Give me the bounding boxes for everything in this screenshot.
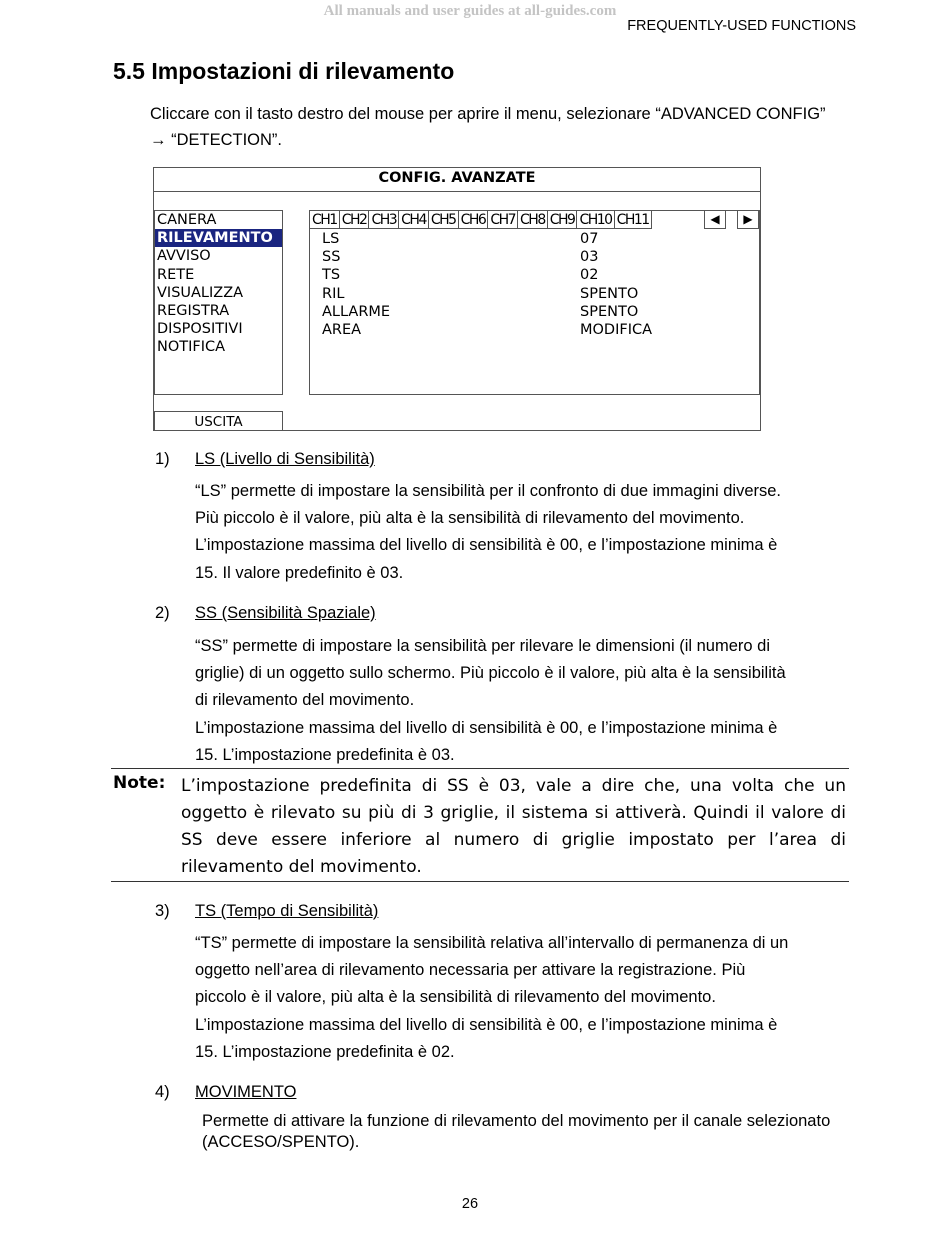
channel-tabs [310,211,652,229]
setting-row-area[interactable] [322,321,652,339]
item-title-ts: TS (Tempo di Sensibilità) [195,902,379,920]
tab-ch2[interactable]: CH2 [340,211,370,229]
item-number: 4) [155,1083,170,1101]
setting-value: 02 [580,267,599,284]
tab-ch6[interactable]: CH6 [459,211,489,229]
sidebar-item-rete[interactable]: RETE [157,266,195,283]
text-line: 15. L’impostazione predefinita è 02. [195,1042,455,1061]
running-header: FREQUENTLY-USED FUNCTIONS [627,18,856,34]
text-line: “SS” permette di impostare la sensibilità per rilevare le dimensioni (il numero di [195,637,770,655]
tab-ch8[interactable]: CH8 [518,211,548,229]
tab-ch1[interactable]: CH1 [310,211,340,229]
setting-label: AREA [322,321,362,338]
config-sidebar [154,210,283,395]
item-number: 3) [155,902,170,920]
tab-ch10[interactable]: CH10 [577,211,614,229]
intro-paragraph: Cliccare con il tasto destro del mouse per aprire il menu, selezionare “ADVANCED CONFIG” → “DETECTION”. [150,105,826,149]
sidebar-item-avviso[interactable]: AVVISO [157,248,211,265]
text-line: Più piccolo è il valore, più alta è la sensibilità di rilevamento del movimento. [195,509,745,528]
setting-row-ts[interactable] [322,266,652,284]
text-line: 15. Il valore predefinito è 03. [195,563,404,582]
tab-ch11[interactable]: CH11 [615,211,652,229]
text-line: griglie) di un oggetto sullo schermo. Più piccolo è il valore, più alta è la sensibilità [195,664,786,683]
sidebar-item-rilevamento[interactable]: RILEVAMENTO [155,229,282,247]
text-line: “LS” permette di impostare la sensibilità per il confronto di due immagini diverse. [195,482,782,500]
text-line: piccolo è il valore, più alta è la sensibilità di rilevamento del movimento. [195,988,716,1007]
page-number: 26 [461,1196,479,1212]
setting-row-ls[interactable] [322,230,652,248]
item-number: 1) [155,450,170,468]
watermark: All manuals and user guides at all-guides.com [323,3,617,19]
text-line: L’impostazione massima del livello di sensibilità è 00, e l’impostazione minima è [195,718,778,737]
item-title-movimento: MOVIMENTO [195,1083,297,1101]
arrow-left-icon[interactable]: ◀ [704,211,726,229]
sidebar-item-registra[interactable]: REGISTRA [157,302,230,319]
detection-panel [309,210,760,395]
section-title: 5.5 Impostazioni di rilevamento [113,58,455,84]
setting-value: 07 [580,231,599,247]
setting-value: MODIFICA [580,321,653,338]
note-rule-bottom [111,881,849,882]
setting-label: LS [322,231,340,247]
arrow-right-icon[interactable]: ▶ [737,211,759,229]
item-number: 2) [155,604,170,622]
sidebar-item-notifica[interactable]: NOTIFICA [157,339,226,356]
setting-row-ss[interactable] [322,248,652,266]
setting-label: RIL [322,285,345,302]
tab-ch7[interactable]: CH7 [488,211,518,229]
item-title-ls: LS (Livello di Sensibilità) [195,450,375,468]
text-line: L’impostazione massima del livello di sensibilità è 00, e l’impostazione minima è [195,1015,778,1034]
sidebar-item-dispositivi[interactable]: DISPOSITIVI [157,321,243,338]
note-label: Note: [113,773,166,793]
item-body-ls [195,478,855,587]
text-line: di rilevamento del movimento. [195,691,415,710]
setting-row-ril[interactable] [322,285,652,303]
text-line: oggetto nell’area di rilevamento necessaria per attivare la registrazione. Più [195,961,746,980]
text-line: 15. L’impostazione predefinita è 03. [195,745,455,764]
text-line: “TS” permette di impostare la sensibilità relativa all’intervallo di permanenza di un [195,934,789,952]
item-body-movimento: Permette di attivare la funzione di rilevamento del movimento per il canale selezionato (ACCESO/SPENTO). [202,1112,831,1151]
note-text: L’impostazione predefinita di SS è 03, vale a dire che, una volta che un oggetto è rilevato su più di 3 griglie, il sistema si attiverà. Quindi il valore di SS deve essere inferiore al numero di griglie impostato per l’area di rilevamento del movimento. [181,776,846,877]
tab-ch3[interactable]: CH3 [369,211,399,229]
exit-button[interactable]: USCITA [154,411,283,430]
note-rule-top [111,768,849,769]
item-title-ss: SS (Sensibilità Spaziale) [195,604,376,622]
tab-ch5[interactable]: CH5 [429,211,459,229]
advanced-config-menu [153,167,761,431]
config-title: CONFIG. AVANZATE [378,170,536,186]
setting-label: ALLARME [322,303,391,320]
text-line: L’impostazione massima del livello di sensibilità è 00, e l’impostazione minima è [195,536,778,555]
settings-list [322,230,652,339]
setting-value: SPENTO [580,285,639,302]
tab-ch9[interactable]: CH9 [548,211,578,229]
setting-label: TS [322,267,341,284]
setting-value: SPENTO [580,303,639,320]
setting-value: 03 [580,249,599,266]
sidebar-item-canera[interactable]: CANERA [157,212,217,228]
sidebar-item-visualizza[interactable]: VISUALIZZA [157,284,244,301]
setting-row-allarme[interactable] [322,303,652,321]
item-body-ts [195,930,855,1066]
tab-ch4[interactable]: CH4 [399,211,429,229]
divider [154,191,760,192]
setting-label: SS [322,249,341,266]
item-body-ss [195,633,855,769]
